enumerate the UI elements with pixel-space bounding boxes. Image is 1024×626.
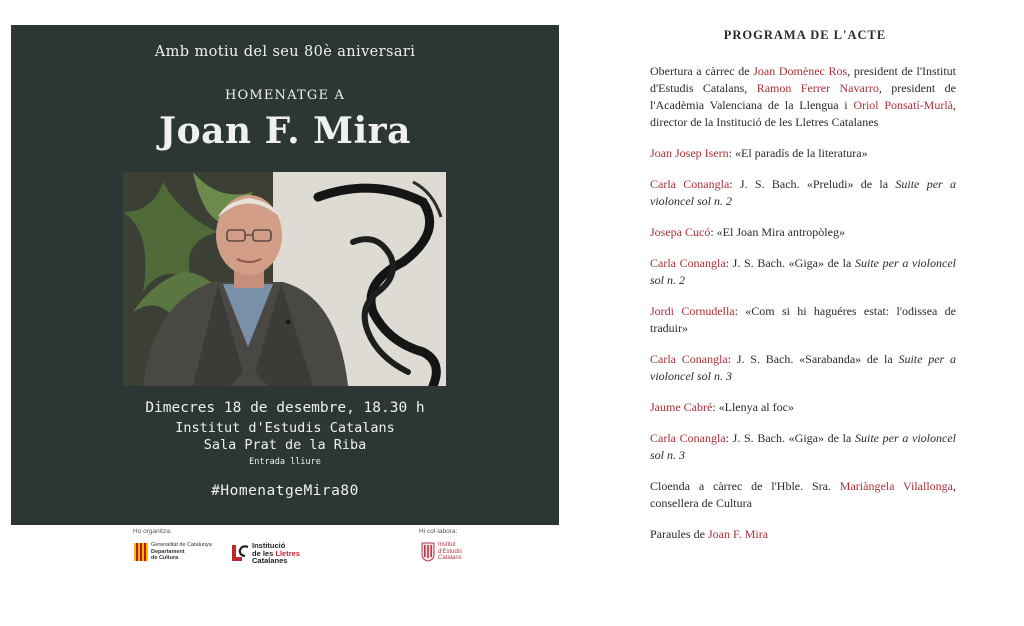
portrait-image [123, 172, 446, 386]
speaker-name: Carla Conangla [650, 431, 726, 445]
ilc-line2b: Lletres [275, 548, 300, 558]
speaker-name: Carla Conangla [650, 256, 726, 270]
poster-honoree-name: Joan F. Mira [159, 110, 411, 152]
generalitat-logo [134, 542, 212, 562]
poster-tribute-heading: HOMENATGE A [224, 88, 346, 103]
program-item: Josepa Cucó: «El Joan Mira antropòleg» [650, 225, 845, 239]
speaker-name: Jordi Cornudella [650, 304, 735, 318]
iec-shield-icon [421, 542, 435, 562]
program-item: Jordi Cornudella: «Com si hi haguéres estat: l'odissea de traduir» [650, 304, 956, 335]
program-words: Paraules de Joan F. Mira [650, 527, 769, 541]
ilc-mark-icon [231, 544, 249, 562]
iec-logo [421, 542, 462, 562]
speaker-name: Joan Domènec Ros [753, 64, 848, 78]
program-opening: Obertura a càrrec de Joan Domènec Ros, president de l'Institut d'Estudis Catalans, Ramon Ferrer Navarro, president de l'Acadèmia Valenciana de la Llengua i Oriol Ponsatí-Murlà, director de la Institució de les Lletres Catalanes [650, 64, 957, 129]
speaker-name: Ramon Ferrer Navarro [756, 81, 879, 95]
ilc-line3: Catalanes [252, 556, 288, 565]
speaker-name: Joan Josep Isern [650, 146, 729, 160]
speaker-name: Carla Conangla [650, 352, 728, 366]
event-poster [11, 25, 559, 525]
honoree-photo [123, 172, 446, 386]
speaker-name: Josepa Cucó [650, 225, 711, 239]
collaborates-label: Hi col·labora: [419, 528, 458, 535]
sponsor-logos [11, 528, 559, 578]
event-hashtag: #HomenatgeMira80 [211, 483, 359, 499]
generalitat-name: Generalitat de Catalunya [151, 542, 212, 548]
program-closing: Cloenda a càrrec de l'Hble. Sra. Mariàngela Vilallonga, consellera de Cultura [650, 479, 956, 510]
iec-line2: d'Estudis [438, 548, 463, 555]
program-title: PROGRAMA DE L'ACTE [723, 28, 887, 42]
event-date: Dimecres 18 de desembre, 18.30 h [145, 400, 425, 416]
event-room: Sala Prat de la Riba [203, 437, 367, 453]
entry-note: Entrada lliure [249, 457, 321, 467]
event-program [650, 28, 956, 543]
program-item: Joan Josep Isern: «El paradís de la literatura» [650, 146, 868, 160]
program-item: Carla Conangla: J. S. Bach. «Giga» de la Suite per a violoncel sol n. 3 [650, 431, 956, 462]
program-item: Carla Conangla: J. S. Bach. «Giga» de la Suite per a violoncel sol n. 2 [650, 256, 956, 287]
organizes-label: Ho organitza: [133, 528, 172, 535]
catalan-flag-icon [134, 543, 148, 561]
speaker-name: Joan F. Mira [707, 527, 769, 541]
program-item: Carla Conangla: J. S. Bach. «Sarabanda» de la Suite per a violoncel sol n. 3 [650, 352, 956, 383]
ilc-logo [231, 542, 300, 565]
speaker-name: Mariàngela Vilallonga [839, 479, 953, 493]
ilc-line1: Institució [252, 541, 286, 550]
speaker-name: Jaume Cabré [650, 400, 713, 414]
program-item: Jaume Cabré: «Llenya al foc» [650, 400, 794, 414]
event-venue: Institut d'Estudis Catalans [175, 420, 395, 436]
speaker-name: Carla Conangla [650, 177, 730, 191]
iec-line3: Catalans [438, 555, 462, 562]
ilc-line2a: de les [252, 548, 276, 558]
speaker-name: Oriol Ponsatí-Murlà [853, 98, 953, 112]
iec-line1: Institut [438, 542, 456, 549]
program-item: Carla Conangla: J. S. Bach. «Preludi» de la Suite per a violoncel sol n. 2 [650, 177, 956, 208]
generalitat-dept: Departament [151, 548, 185, 555]
poster-subtitle: Amb motiu del seu 80è aniversari [154, 44, 416, 60]
generalitat-dept-culture: de Cultura [151, 555, 179, 561]
